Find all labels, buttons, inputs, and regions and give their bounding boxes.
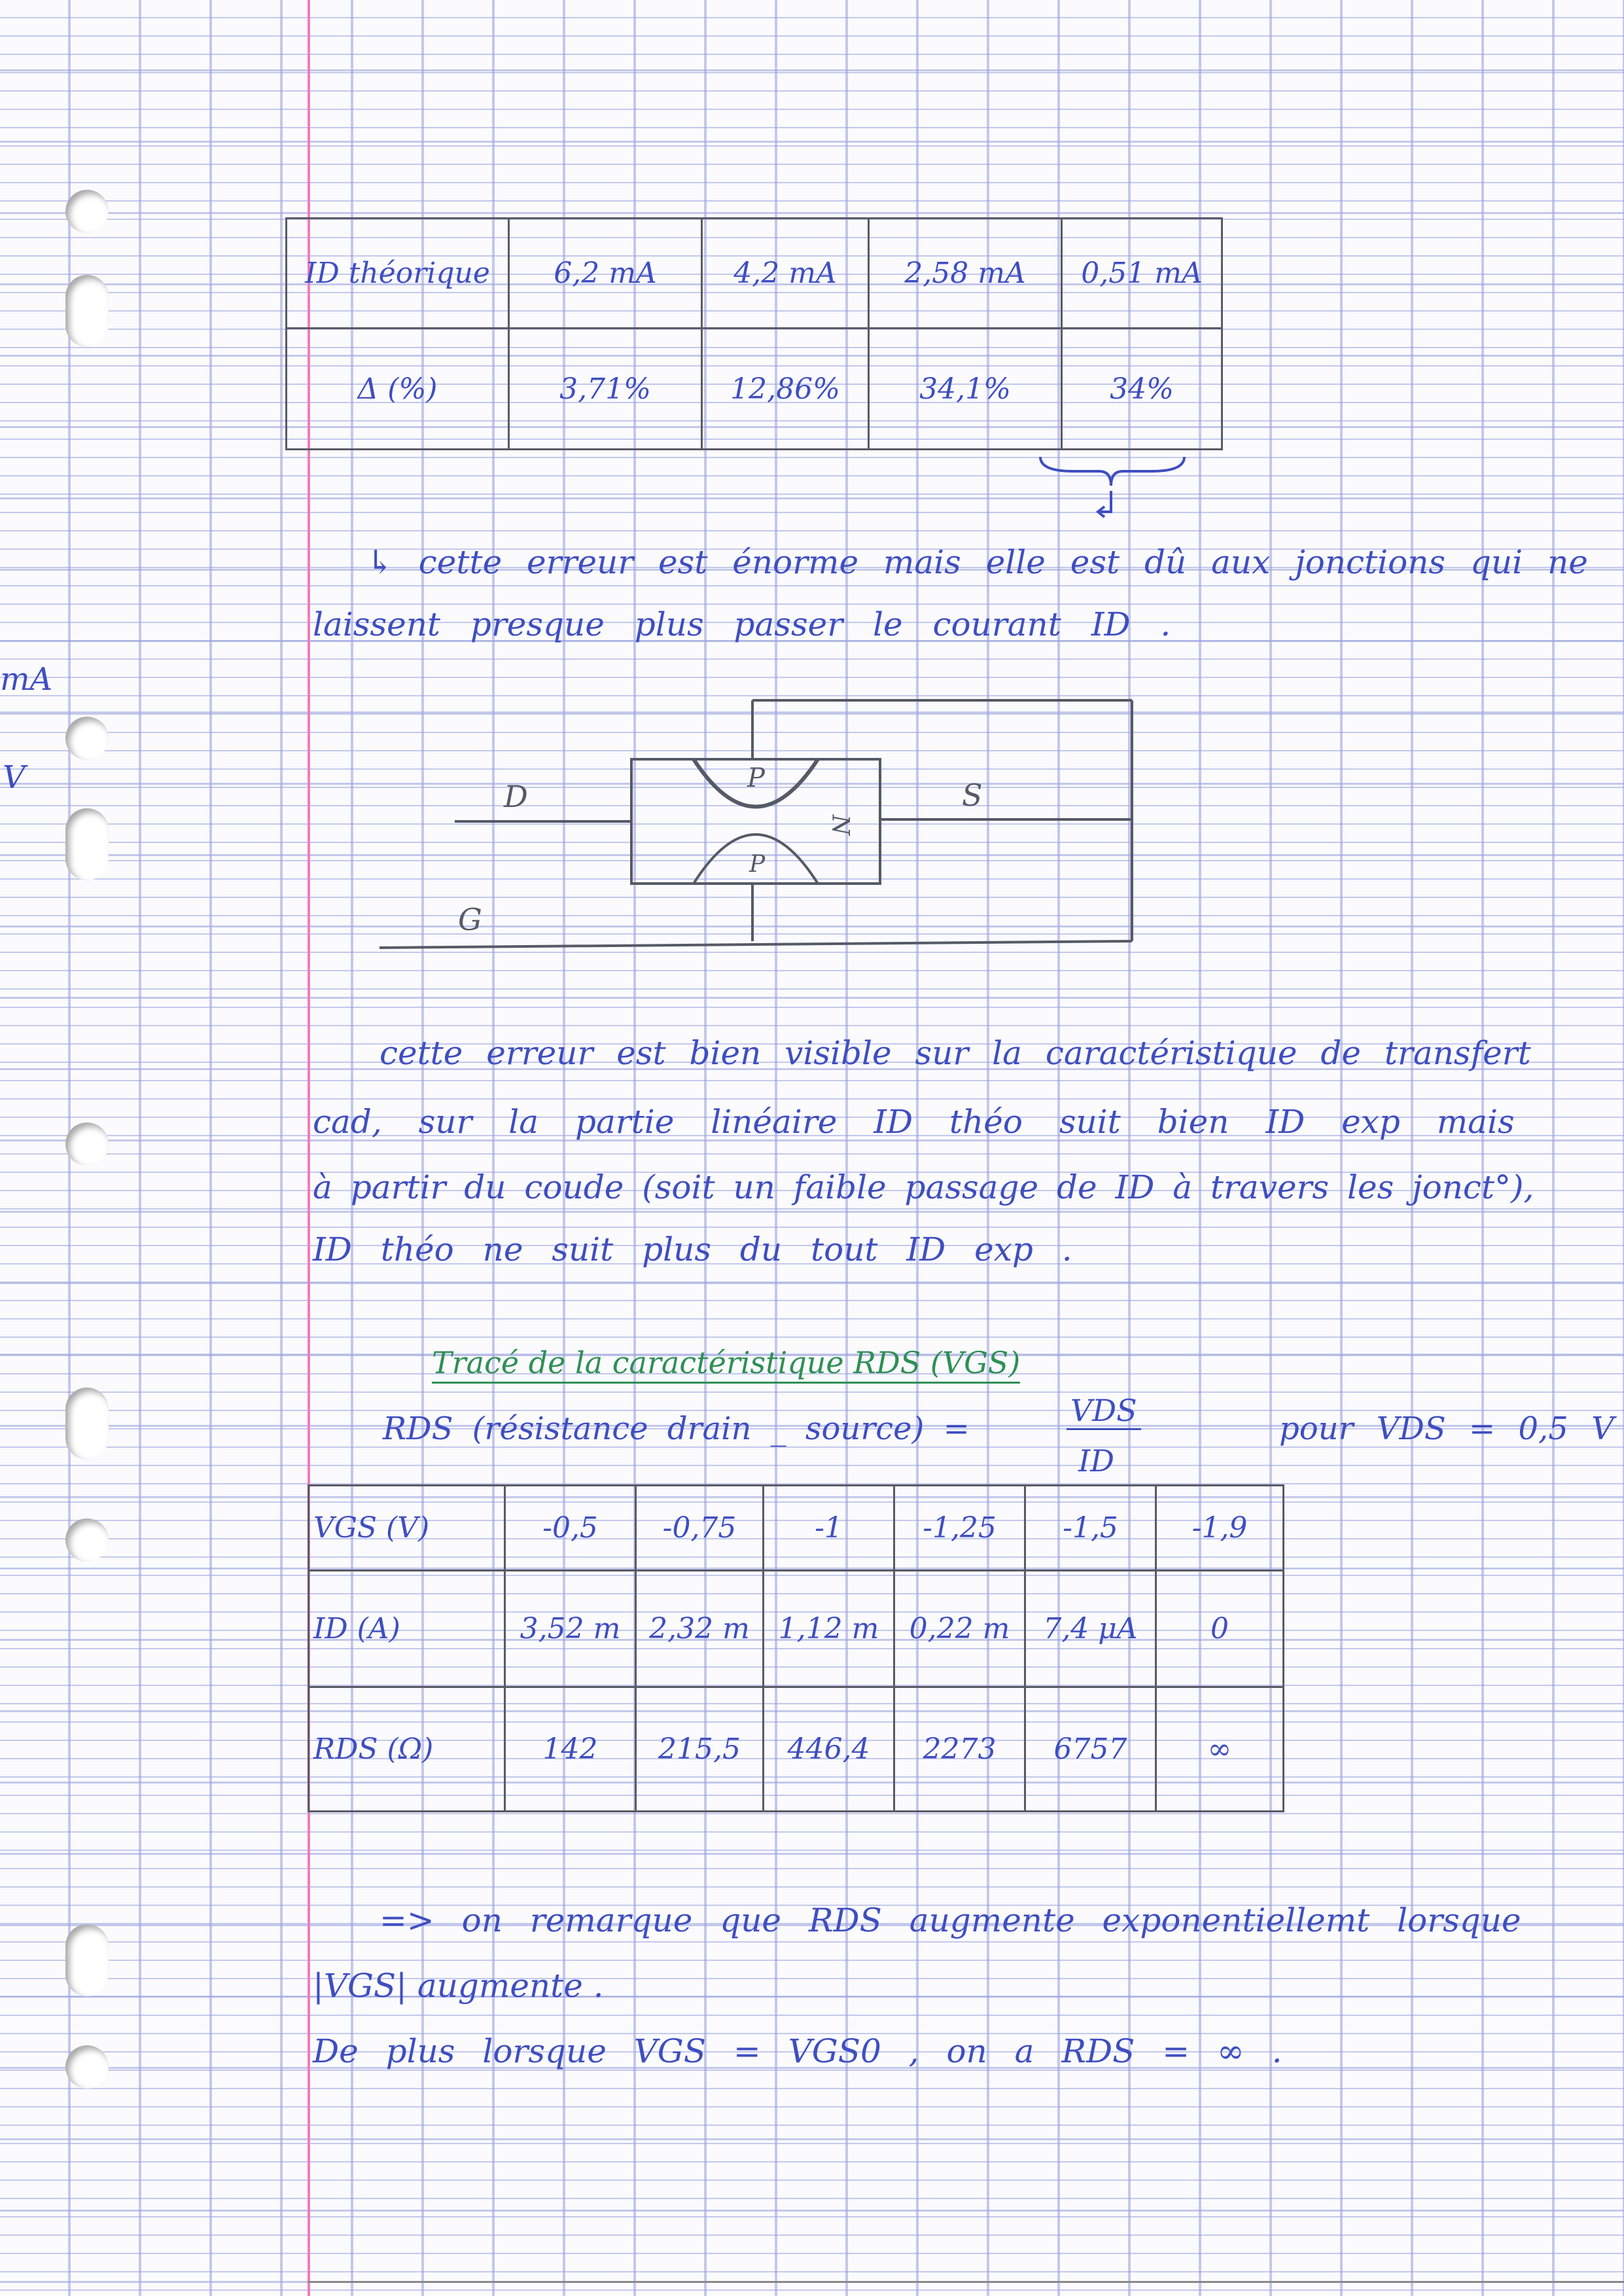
row-label: ID (A) (309, 1571, 505, 1687)
row-label: Δ (%) (287, 329, 509, 450)
label-gate: G (458, 902, 482, 937)
binder-hole (65, 717, 109, 760)
label-p-bottom: P (749, 851, 766, 878)
paragraph-line: laissent presque plus passer le courant ID . (313, 605, 1171, 643)
table-cell: -0,5 (505, 1486, 636, 1571)
formula-condition: pour VDS = 0,5 V (1279, 1410, 1614, 1447)
table-cell: 12,86% (702, 329, 869, 450)
label-drain: D (504, 779, 528, 814)
binder-hole (65, 1518, 109, 1562)
table-cell: -1,9 (1156, 1486, 1284, 1571)
table-cell: 0 (1156, 1571, 1284, 1687)
table-id-theorique (285, 217, 1223, 450)
jfet-diagram (380, 691, 1152, 959)
paragraph-line: ID théo ne suit plus du tout ID exp . (313, 1230, 1072, 1268)
conclusion-line: |VGS| augmente . (313, 1967, 604, 2005)
brace-arrow-icon (1034, 452, 1191, 524)
label-source: S (962, 778, 983, 813)
table-cell: 0,51 mA (1062, 219, 1222, 329)
binder-hole (65, 808, 109, 880)
table-cell: -1 (764, 1486, 894, 1571)
section-title: Tracé de la caractéristique RDS (VGS) (432, 1345, 1020, 1384)
table-cell: -0,75 (636, 1486, 764, 1571)
row-label: ID théorique (287, 219, 509, 329)
table-cell: -1,25 (894, 1486, 1025, 1571)
formula-denominator: ID (1078, 1443, 1115, 1479)
table-cell: 215,5 (636, 1687, 764, 1812)
binder-hole (65, 190, 109, 233)
binder-hole (65, 1924, 109, 1996)
margin-mark-ma: mA (0, 661, 53, 698)
table-cell: 6,2 mA (509, 219, 702, 329)
table-cell: 6757 (1025, 1687, 1156, 1812)
binder-hole (65, 1388, 109, 1460)
binder-hole (65, 275, 109, 347)
label-n: N (826, 814, 854, 836)
paragraph-line: à partir du coude (soit un faible passage de ID à travers les jonct°), (313, 1168, 1534, 1206)
table-rds-vgs (308, 1484, 1284, 1812)
row-label: VGS (V) (309, 1486, 505, 1571)
binder-hole (65, 1122, 109, 1166)
table-cell: 34% (1062, 329, 1222, 450)
conclusion-line: => on remarque que RDS augmente exponentiellemt lorsque (380, 1901, 1521, 1939)
formula-numerator: VDS (1067, 1393, 1141, 1430)
table-cell: -1,5 (1025, 1486, 1156, 1571)
formula-lhs: RDS (résistance drain _ source) = (383, 1410, 970, 1447)
binder-hole (65, 2045, 109, 2089)
conclusion-line: De plus lorsque VGS = VGS0 , on a RDS = ∞ . (313, 2032, 1282, 2070)
table-cell: 2,32 m (636, 1571, 764, 1687)
table-cell: 446,4 (764, 1687, 894, 1812)
table-cell: 4,2 mA (702, 219, 869, 329)
margin-mark-v: V (3, 759, 26, 796)
table-cell: 3,71% (509, 329, 702, 450)
paragraph-line: cad, sur la partie linéaire ID théo suit bien ID exp mais (313, 1103, 1515, 1141)
row-label: RDS (Ω) (309, 1687, 505, 1812)
table-cell: 1,12 m (764, 1571, 894, 1687)
table-cell: 2,58 mA (869, 219, 1062, 329)
paragraph-line: cette erreur est bien visible sur la caractéristique de transfert (380, 1034, 1531, 1072)
table-cell: 0,22 m (894, 1571, 1025, 1687)
table-cell: 3,52 m (505, 1571, 636, 1687)
page-edge (308, 2281, 1624, 2283)
table-cell: ∞ (1156, 1687, 1284, 1812)
paragraph-line: ↳ cette erreur est énorme mais elle est dû aux jonctions qui ne (366, 543, 1588, 581)
label-p-top: P (747, 763, 765, 793)
table-cell: 2273 (894, 1687, 1025, 1812)
table-cell: 34,1% (869, 329, 1062, 450)
table-cell: 142 (505, 1687, 636, 1812)
table-cell: 7,4 μA (1025, 1571, 1156, 1687)
